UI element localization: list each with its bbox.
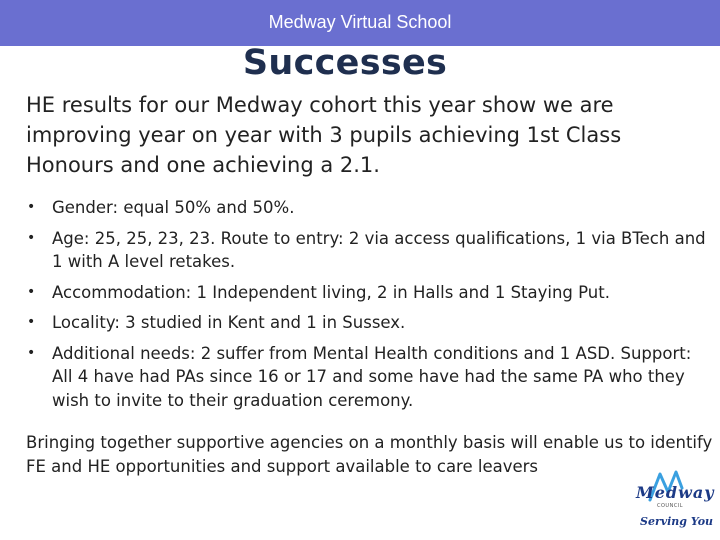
header-title: Medway Virtual School	[268, 12, 452, 32]
bullet-dot: •	[27, 283, 36, 300]
bullet-item-locality	[26, 311, 716, 335]
bullet-dot: •	[27, 344, 36, 361]
bullet-dot: •	[27, 314, 36, 330]
bullet-list	[26, 196, 716, 419]
medway-council-logo	[630, 470, 716, 532]
bullet-text: Gender: equal 50% and 50%.	[52, 198, 295, 217]
bullet-item-accommodation	[26, 281, 716, 305]
header-bar	[0, 0, 720, 46]
bullet-item-age	[26, 227, 716, 274]
bullet-text: Additional needs: 2 suffer from Mental Health conditions and 1 ASD. Support: All 4 have had PAs since 16 or 17 and some have had the same PA who they wish to invite to their graduation ceremony.	[52, 343, 692, 410]
bullet-item-additional-needs	[26, 342, 716, 413]
bullet-text: Age: 25, 25, 23, 23. Route to entry: 2 via access qualifications, 1 via BTech and 1 with A level retakes.	[52, 228, 706, 271]
closing-paragraph: Bringing together supportive agencies on a monthly basis will enable us to identify FE and HE opportunities and support available to care leavers	[26, 433, 713, 476]
logo-wordmark: Medway	[636, 483, 715, 502]
bullet-dot: •	[27, 199, 36, 215]
bullet-text: Accommodation: 1 Independent living, 2 in Halls and 1 Staying Put.	[52, 282, 610, 302]
logo-council: COUNCIL	[657, 503, 684, 509]
bullet-text: Locality: 3 studied in Kent and 1 in Sussex.	[52, 313, 406, 332]
intro-paragraph: HE results for our Medway cohort this year show we are improving year on year with 3 pupils achieving 1st Class Honours and one achieving a 2.1.	[26, 93, 622, 177]
bullet-dot: •	[27, 229, 36, 246]
bullet-item-gender	[26, 196, 716, 220]
slide-title: Successes	[242, 43, 448, 83]
logo-tagline: Serving You	[640, 515, 714, 528]
